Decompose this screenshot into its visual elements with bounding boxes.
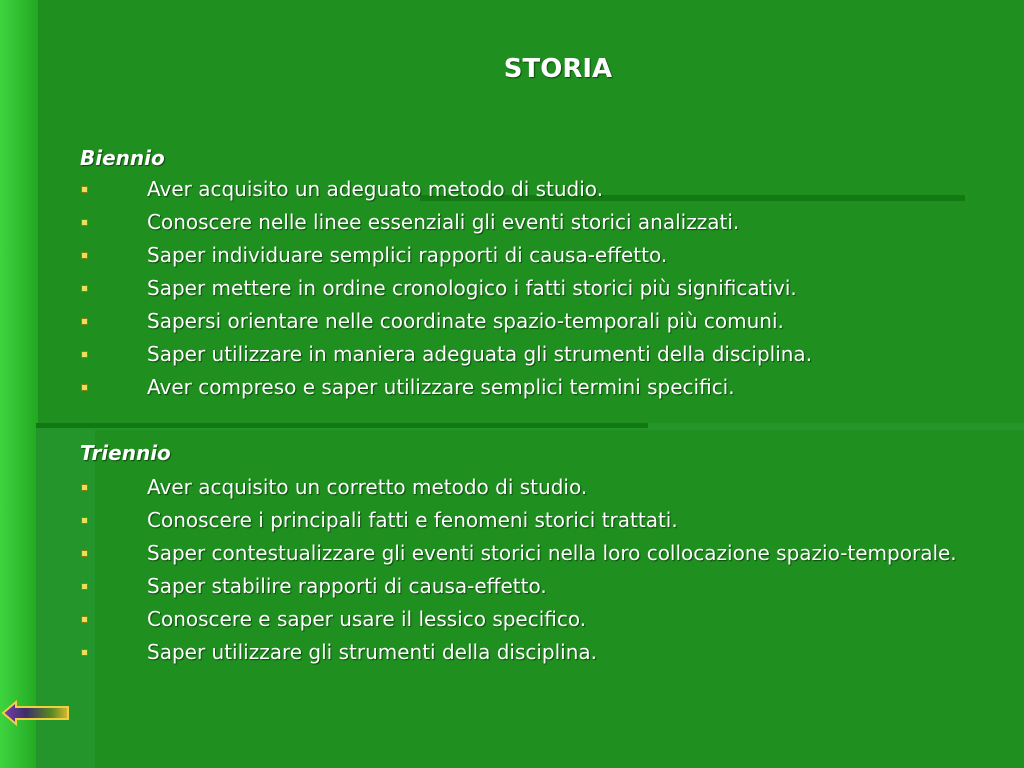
list-item: Sapersi orientare nelle coordinate spazio-temporali più comuni. <box>0 308 967 335</box>
back-button[interactable] <box>2 700 70 726</box>
bullet-icon <box>81 649 88 656</box>
bullet-icon <box>81 252 88 259</box>
list-item: Conoscere i principali fatti e fenomeni storici trattati. <box>0 507 967 534</box>
bullet-icon <box>81 186 88 193</box>
list-item: Saper utilizzare in maniera adeguata gli strumenti della disciplina. <box>0 341 967 368</box>
list-item: Saper stabilire rapporti di causa-effetto. <box>0 573 967 600</box>
list-item: Aver compreso e saper utilizzare semplici termini specifici. <box>0 374 967 401</box>
bullet-icon <box>81 484 88 491</box>
slide-title: STORIA <box>503 54 613 84</box>
list-item: Saper utilizzare gli strumenti della disciplina. <box>0 639 967 666</box>
section-heading-triennio: Triennio <box>80 441 171 465</box>
bullet-icon <box>81 616 88 623</box>
bullet-icon <box>81 384 88 391</box>
list-item: Saper mettere in ordine cronologico i fatti storici più significativi. <box>0 275 967 302</box>
list-item: Saper individuare semplici rapporti di causa-effetto. <box>0 242 967 269</box>
bullet-icon <box>81 583 88 590</box>
list-item: Aver acquisito un corretto metodo di studio. <box>0 474 967 501</box>
bullet-icon <box>81 318 88 325</box>
left-arrow-icon <box>2 700 70 726</box>
biennio-list <box>0 176 967 407</box>
bullet-icon <box>81 285 88 292</box>
bullet-icon <box>81 219 88 226</box>
list-item: Conoscere nelle linee essenziali gli eventi storici analizzati. <box>0 209 967 236</box>
bullet-icon <box>81 517 88 524</box>
list-item: Conoscere e saper usare il lessico specifico. <box>0 606 967 633</box>
triennio-list <box>0 474 967 672</box>
bullet-icon <box>81 550 88 557</box>
section-heading-biennio: Biennio <box>80 146 165 170</box>
list-item: Saper contestualizzare gli eventi storici nella loro collocazione spazio-temporale. <box>0 540 967 567</box>
bullet-icon <box>81 351 88 358</box>
list-item: Aver acquisito un adeguato metodo di studio. <box>0 176 967 203</box>
background-accent-bar-lower <box>36 423 648 428</box>
